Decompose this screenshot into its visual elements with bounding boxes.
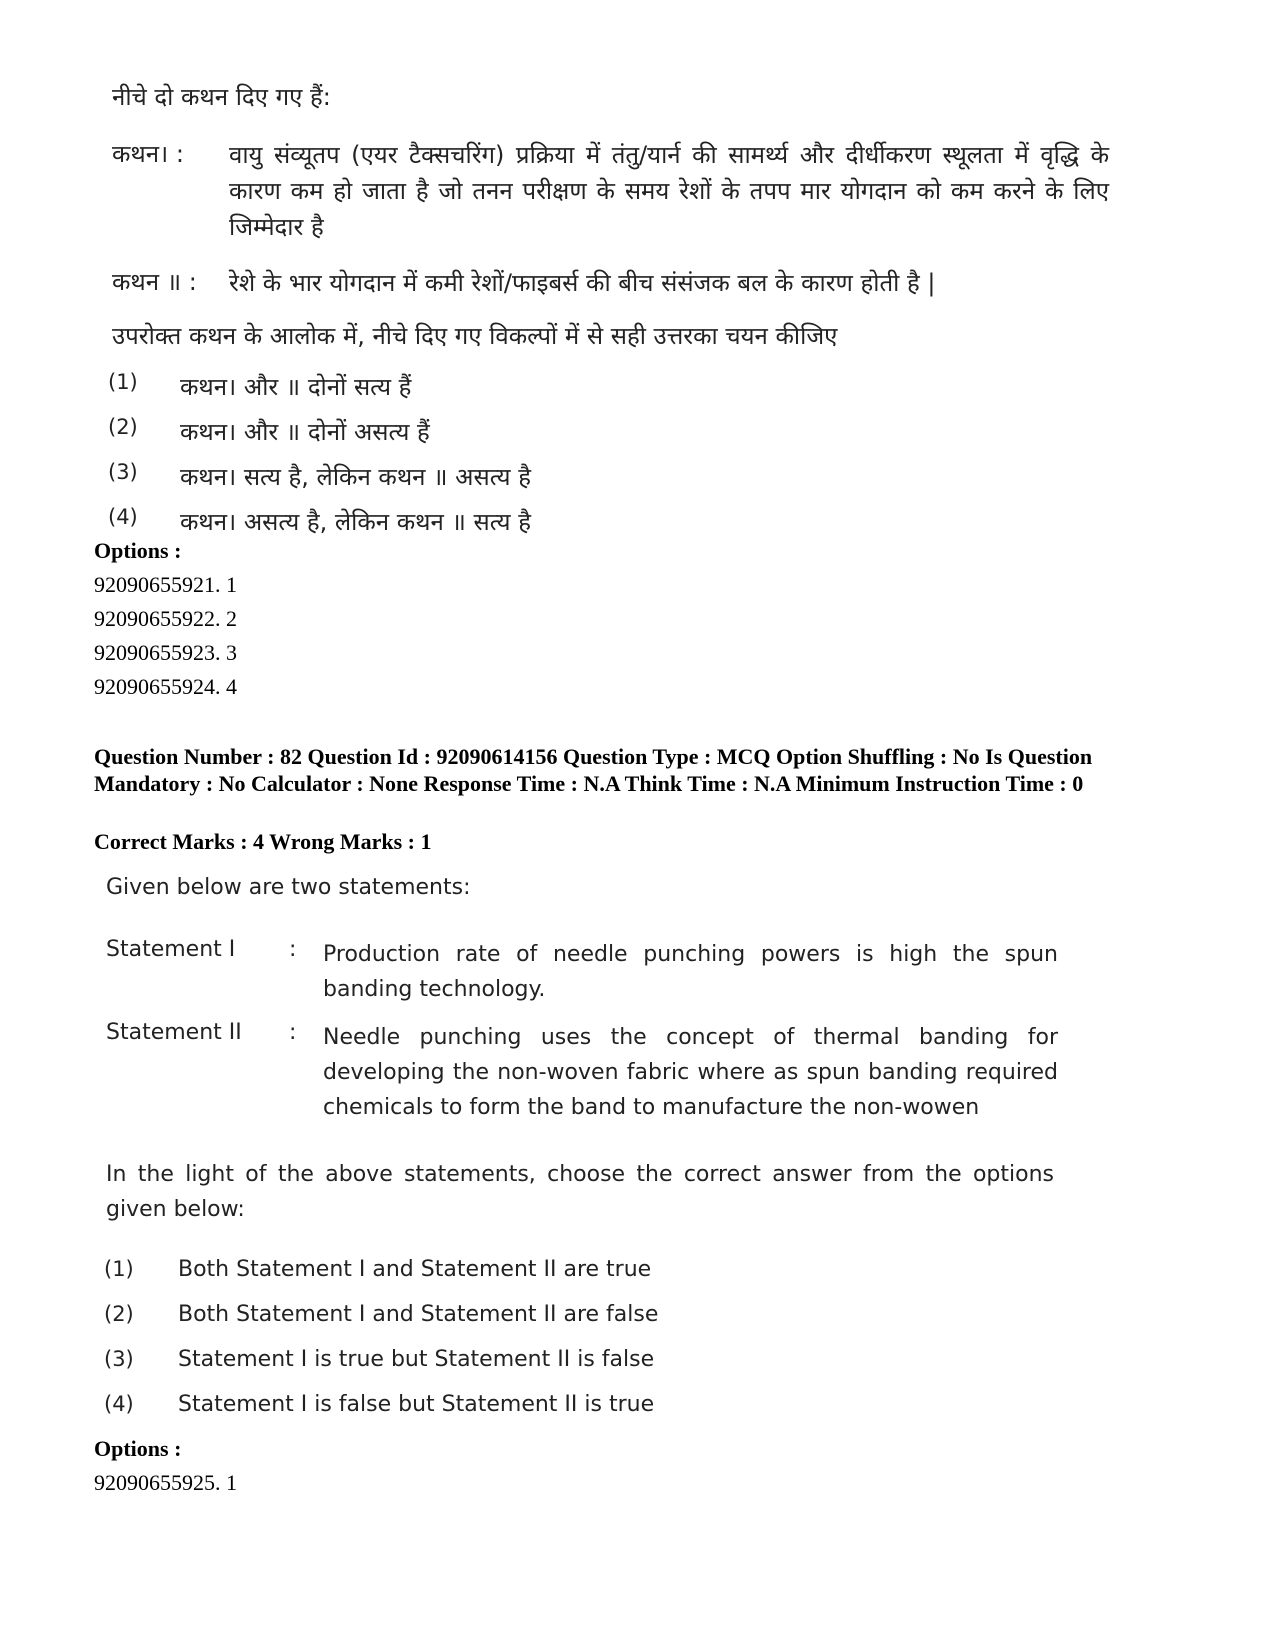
statement-colon: : bbox=[289, 1020, 297, 1045]
hindi-ask: उपरोक्त कथन के आलोक में, नीचे दिए गए विकल्पों में से सही उत्तरका चयन कीजिए bbox=[112, 322, 838, 350]
hindi-option-text: कथन। सत्य है, लेकिन कथन ॥ असत्य है bbox=[180, 463, 531, 491]
hindi-option-text: कथन। और ॥ दोनों असत्य हैं bbox=[180, 418, 430, 446]
hindi-intro: नीचे दो कथन दिए गए हैं: bbox=[112, 83, 331, 111]
english-intro: Given below are two statements: bbox=[106, 875, 471, 900]
option-id: 92090655925. 1 bbox=[94, 1470, 237, 1495]
option-id: 92090655923. 3 bbox=[94, 640, 237, 665]
english-option-number: (4) bbox=[104, 1392, 134, 1416]
hindi-statement-2-label: कथन ॥ : bbox=[112, 268, 197, 296]
english-option-number: (2) bbox=[104, 1302, 134, 1326]
english-option-text: Both Statement I and Statement II are false bbox=[178, 1302, 659, 1327]
statement-colon: : bbox=[289, 937, 297, 962]
hindi-statement-2-text: रेशे के भार योगदान में कमी रेशों/फाइबर्स की बीच संसंजक बल के कारण होती है | bbox=[229, 269, 936, 297]
english-option-text: Both Statement I and Statement II are true bbox=[178, 1257, 652, 1282]
english-option-number: (3) bbox=[104, 1347, 134, 1371]
question-marks: Correct Marks : 4 Wrong Marks : 1 bbox=[94, 829, 432, 854]
hindi-option-number: (4) bbox=[108, 505, 138, 529]
hindi-option-number: (2) bbox=[108, 415, 138, 439]
option-id: 92090655922. 2 bbox=[94, 606, 237, 631]
english-ask: In the light of the above statements, choose the correct answer from the options given below: bbox=[106, 1162, 1054, 1222]
hindi-option-number: (3) bbox=[108, 460, 138, 484]
english-statement-1-text: Production rate of needle punching powers is high the spun banding technology. bbox=[323, 942, 1058, 1002]
hindi-option-text: कथन। असत्य है, लेकिन कथन ॥ सत्य है bbox=[180, 508, 531, 536]
english-statement-2-text: Needle punching uses the concept of thermal banding for developing the non-woven fabric where as spun banding required chemicals to form the band to manufacture the non-wowen bbox=[323, 1025, 1058, 1120]
hindi-statement-1-text: वायु संव्यूतप (एयर टैक्सचरिंग) प्रक्रिया में तंतु/यार्न की सामर्थ्य और दीर्धीकरण स्थूलता में वृद्धि के कारण कम हो जाता है जो तनन परीक्षण के समय रेशों के तपप मार योगदान को कम करने के लिए जिम्मेदार है bbox=[229, 141, 1109, 241]
option-id: 92090655924. 4 bbox=[94, 674, 237, 699]
english-statement-1-label: Statement I bbox=[106, 937, 236, 962]
english-option-text: Statement I is true but Statement II is false bbox=[178, 1347, 655, 1372]
options-heading: Options : bbox=[94, 538, 182, 563]
options-heading: Options : bbox=[94, 1436, 182, 1461]
option-id: 92090655921. 1 bbox=[94, 572, 237, 597]
hindi-option-number: (1) bbox=[108, 370, 138, 394]
english-option-number: (1) bbox=[104, 1257, 134, 1281]
hindi-option-text: कथन। और ॥ दोनों सत्य हैं bbox=[180, 373, 412, 401]
question-meta: Question Number : 82 Question Id : 92090614156 Question Type : MCQ Option Shuffling : No Is Question Mandatory : No Calculator : None Response Time : N.A Think Time : N.A Minimum Instruction Time : 0 bbox=[94, 744, 1093, 796]
english-option-text: Statement I is false but Statement II is true bbox=[178, 1392, 655, 1417]
english-statement-2-label: Statement II bbox=[106, 1020, 242, 1045]
hindi-statement-1-label: कथन। : bbox=[112, 140, 184, 168]
